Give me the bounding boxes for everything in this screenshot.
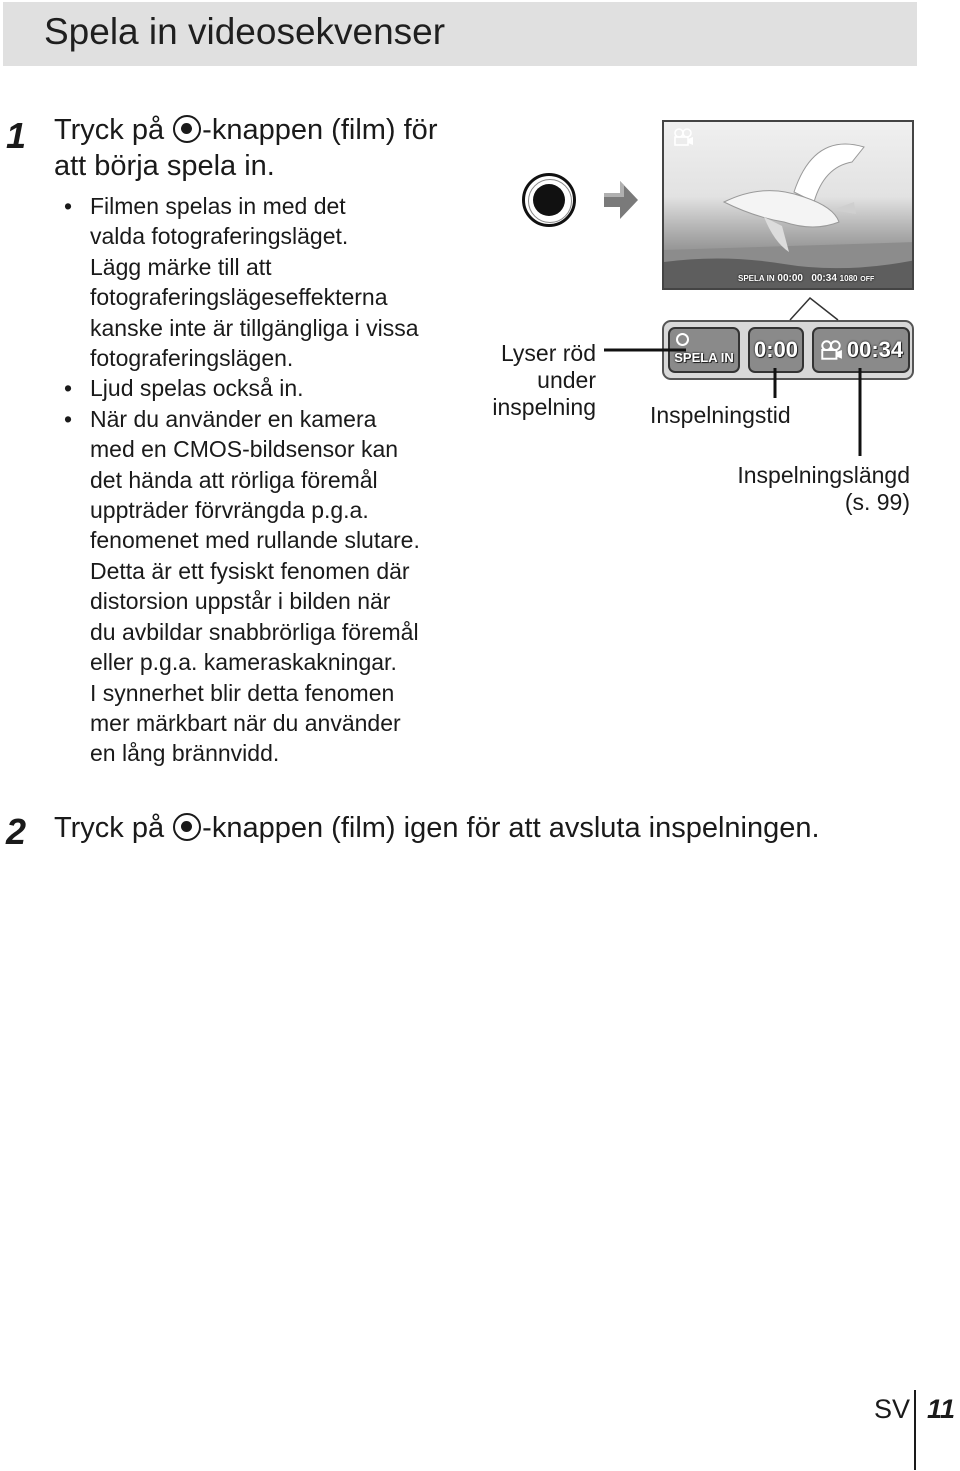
zoom-spela-in-label: SPELA IN [674, 349, 734, 365]
bullet-line: du avbildar snabbrörliga föremål [90, 618, 419, 645]
callout-recording-length [700, 462, 910, 516]
bullet-item [64, 373, 464, 403]
zoom-remaining-box [812, 327, 910, 373]
callout-recording-time: Inspelningstid [650, 402, 791, 428]
bullet-line: fotograferingslägen. [90, 345, 294, 372]
step-1-line-2: att börja spela in. [54, 150, 275, 182]
osd-spela-in: SPELA IN [738, 274, 775, 283]
footer-language: SV [874, 1394, 911, 1424]
zoom-elapsed-box [748, 327, 804, 373]
osd-resolution: 1080 [839, 274, 858, 283]
zoomed-osd-panel [662, 320, 914, 380]
page-title: Spela in videosekvenser [44, 11, 446, 52]
bullet-item [64, 191, 464, 373]
step-1-text-a: Tryck på [54, 114, 165, 146]
bullet-line: Detta är ett fysiskt fenomen där [90, 557, 410, 584]
camera-screen-image [662, 120, 914, 290]
zoom-elapsed: 0:00 [753, 337, 799, 362]
step-2-instruction [54, 810, 934, 846]
callout-length-line: Inspelningslängd [737, 462, 910, 488]
bullet-line: en lång brännvidd. [90, 740, 280, 767]
bullet-item [64, 404, 464, 769]
osd-elapsed: 00:00 [777, 273, 803, 284]
arrow-right-icon [604, 181, 638, 219]
step-2-text-b: -knappen (film) igen för att avsluta inspelningen. [202, 812, 820, 844]
movie-button-icon [173, 813, 201, 841]
record-indicator-icon [676, 333, 689, 346]
bullet-line: I synnerhet blir detta fenomen [90, 679, 395, 706]
bullet-line: Ljud spelas också in. [90, 375, 304, 402]
bullet-dot: • [64, 193, 73, 219]
bullet-line: det hända att rörliga föremål [90, 466, 378, 493]
callout-recording-lamp [470, 340, 596, 421]
record-button-icon [522, 173, 576, 227]
step-2-text-a: Tryck på [54, 812, 173, 844]
bullet-line: kanske inte är tillgängliga i vissa [90, 314, 419, 341]
movie-mode-icon [819, 340, 843, 360]
screen-osd [738, 273, 874, 284]
step-2-number: 2 [6, 811, 27, 852]
movie-mode-icon [672, 128, 694, 146]
callout-rec-line: under [537, 367, 596, 393]
callout-length-line: (s. 99) [844, 489, 910, 515]
movie-button-icon [173, 115, 201, 143]
zoom-remaining: 00:34 [846, 337, 904, 362]
step-1-bullet-list [64, 191, 464, 769]
bullet-dot: • [64, 375, 73, 402]
bullet-line: fotograferingslägeseffekterna [90, 284, 388, 311]
step-1-text-b: -knappen (film) för [202, 114, 438, 146]
seagull-photo [664, 122, 914, 290]
bullet-line: mer märkbart när du använder [90, 709, 401, 736]
osd-sound: OFF [860, 276, 875, 283]
step-1-number: 1 [6, 115, 27, 156]
page-number: 11 [927, 1394, 956, 1424]
callout-rec-line: inspelning [492, 394, 596, 420]
step-1-line-1 [54, 112, 474, 148]
bullet-line: uppträder förvrängda p.g.a. [90, 497, 369, 524]
footer-divider [914, 1390, 916, 1470]
bullet-line: När du använder en kamera [90, 405, 377, 432]
bullet-line: fenomenet med rullande slutare. [90, 527, 420, 554]
osd-remaining: 00:34 [811, 273, 837, 284]
bullet-line: Filmen spelas in med det [90, 193, 346, 219]
step-1-instruction [54, 112, 474, 184]
callout-rec-line: Lyser röd [500, 340, 596, 366]
bullet-line: Lägg märke till att [90, 253, 272, 280]
bullet-line: valda fotograferingsläget. [90, 223, 349, 250]
zoom-spela-in-box [668, 327, 740, 373]
bullet-line: med en CMOS-bildsensor kan [90, 436, 399, 463]
bullet-line: eller p.g.a. kameraskakningar. [90, 649, 397, 676]
bullet-dot: • [64, 405, 73, 432]
bullet-line: distorsion uppstår i bilden när [90, 588, 391, 615]
